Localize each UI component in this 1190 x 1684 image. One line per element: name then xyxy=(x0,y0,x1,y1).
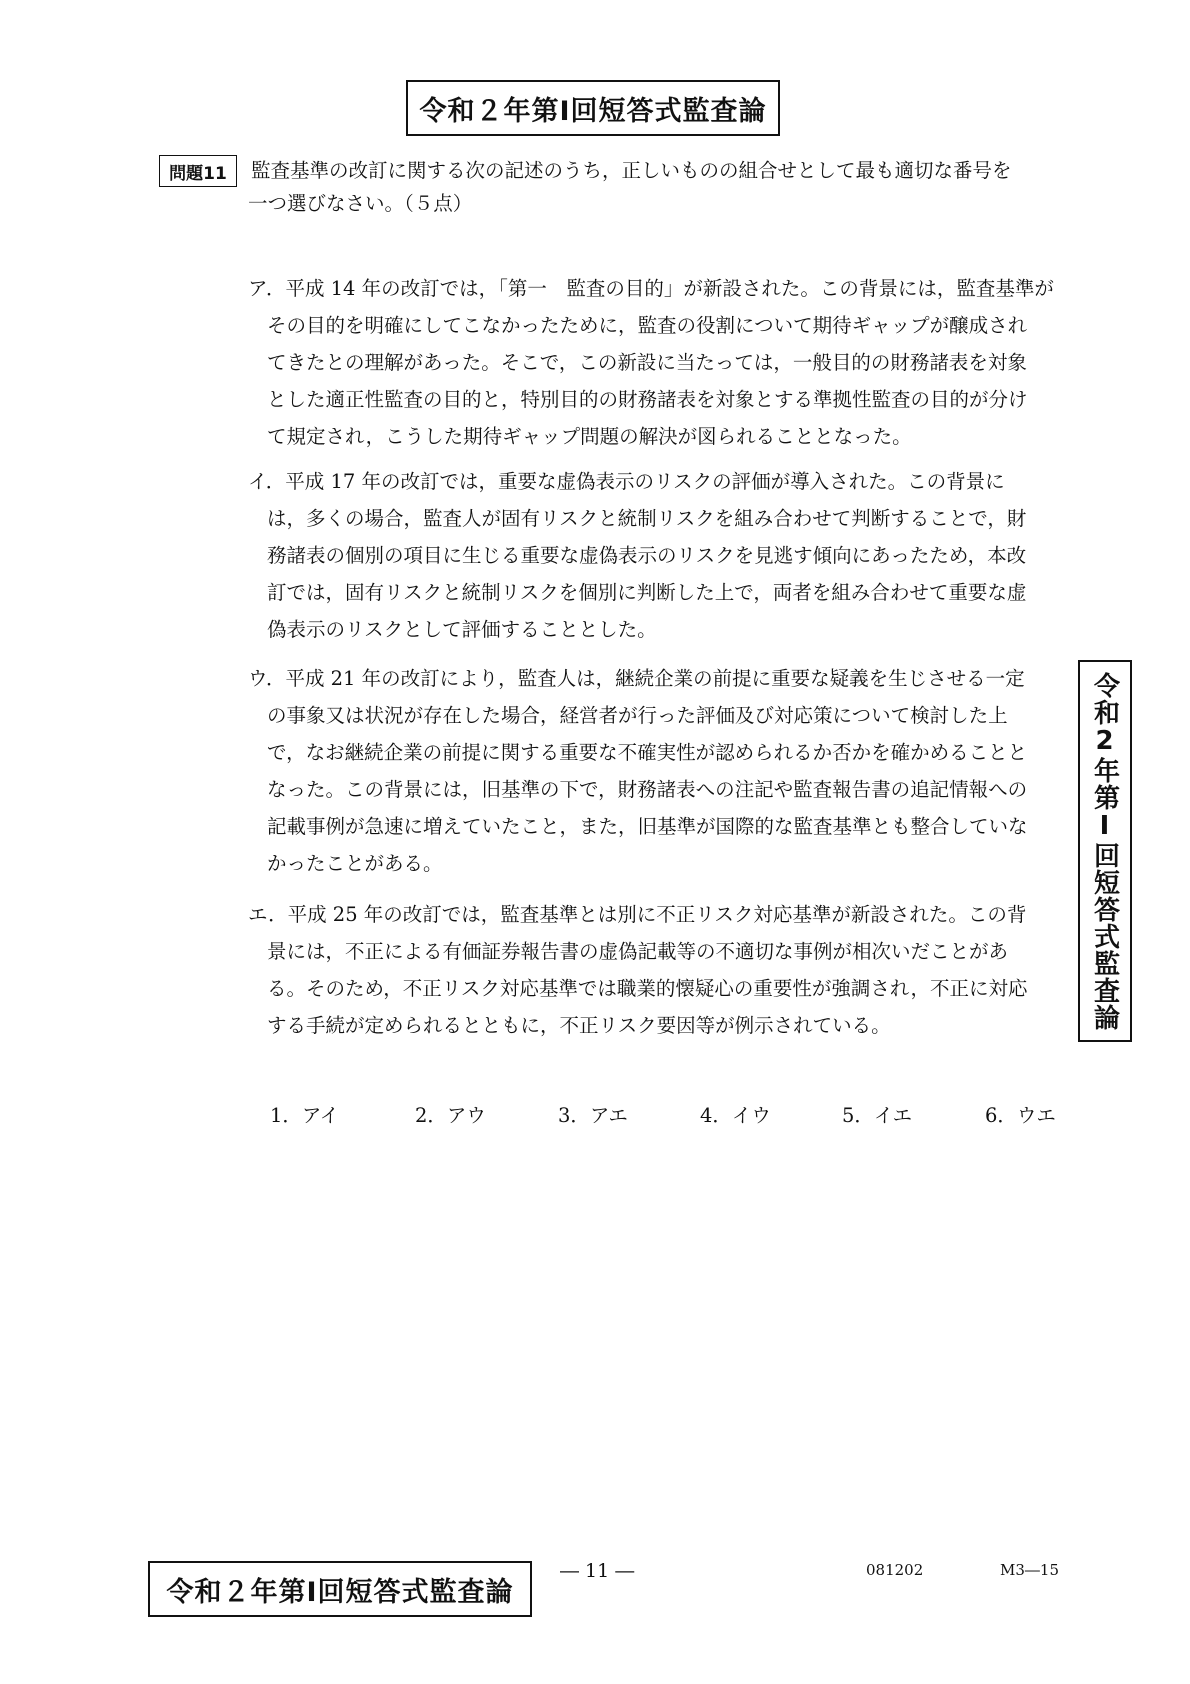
question-number-label xyxy=(159,155,237,187)
footer-title-box xyxy=(148,1561,532,1617)
statement-u-line: で，なお継続企業の前提に関する重要な不確実性が認められるか否かを確かめることと xyxy=(267,741,1028,764)
statement-a-line: ア．平成 14 年の改訂では，「第一 監査の目的」が新設された。この背景には，監査基準が xyxy=(248,277,1054,300)
section-code: M3―15 xyxy=(1000,1561,1059,1579)
statement-u-line: なった。この背景には，旧基準の下で，財務諸表への注記や監査報告書の追記情報への xyxy=(267,778,1028,801)
question-number-text: 問題11 xyxy=(169,163,227,184)
statement-e-line: エ．平成 25 年の改訂では，監査基準とは別に不正リスク対応基準が新設された。この背 xyxy=(248,903,1027,926)
statement-u-line: の事象又は状況が存在した場合，経営者が行った評価及び対応策について検討した上 xyxy=(267,704,1008,727)
exam-code: 081202 xyxy=(866,1561,924,1579)
page-number: ― 11 ― xyxy=(560,1560,635,1582)
answer-option: 2．アウ xyxy=(415,1104,486,1127)
statement-u-line: ウ．平成 21 年の改訂により，監査人は，継続企業の前提に重要な疑義を生じさせる一定 xyxy=(248,667,1025,690)
statement-i-line: は，多くの場合，監査人が固有リスクと統制リスクを組み合わせて判断することで，財 xyxy=(267,507,1027,530)
answer-option: 4．イウ xyxy=(700,1104,771,1127)
answer-option: 1．アイ xyxy=(270,1104,340,1127)
statement-e-line: る。そのため，不正リスク対応基準では職業的懐疑心の重要性が強調され，不正に対応 xyxy=(267,977,1028,1000)
statement-a-line: その目的を明確にしてこなかったために，監査の役割について期待ギャップが醸成され xyxy=(267,314,1028,337)
answer-options xyxy=(270,1100,1060,1132)
answer-option: 6．ウエ xyxy=(985,1104,1056,1127)
footer-title: 令和２年第Ⅰ回短答式監査論 xyxy=(166,1576,514,1608)
statement-a-line: とした適正性監査の目的と，特別目的の財務諸表を対象とする準拠性監査の目的が分け xyxy=(267,388,1028,411)
header-title: 令和２年第Ⅰ回短答式監査論 xyxy=(419,95,767,127)
statement-a-line: てきたとの理解があった。そこで，この新設に当たっては，一般目的の財務諸表を対象 xyxy=(267,351,1027,374)
statement-e-line: 景には，不正による有価証券報告書の虚偽記載等の不適切な事例が相次いだことがあ xyxy=(267,940,1009,963)
statement-a-line: て規定され，こうした期待ギャップ問題の解決が図られることとなった。 xyxy=(267,425,912,448)
answer-option: 5．イエ xyxy=(842,1104,913,1127)
question-stem-line-2: 一つ選びなさい。（５点） xyxy=(248,192,473,215)
statement-i-line: イ．平成 17 年の改訂では，重要な虚偽表示のリスクの評価が導入された。この背景に xyxy=(248,470,1005,493)
side-title-tab xyxy=(1078,660,1132,1042)
statement-i-line: 訂では，固有リスクと統制リスクを個別に判断した上で，両者を組み合わせて重要な虚 xyxy=(267,581,1027,604)
answer-option: 3．アエ xyxy=(558,1104,628,1127)
header-title-box xyxy=(406,80,780,136)
statement-i-line: 偽表示のリスクとして評価することとした。 xyxy=(267,618,657,641)
statement-u-line: 記載事例が急速に増えていたこと，また，旧基準が国際的な監査基準とも整合していな xyxy=(267,815,1028,838)
statement-i-line: 務諸表の個別の項目に生じる重要な虚偽表示のリスクを見逃す傾向にあったため，本改 xyxy=(267,544,1027,567)
statement-u-line: かったことがある。 xyxy=(267,852,443,875)
question-stem-line-1: 監査基準の改訂に関する次の記述のうち，正しいものの組合せとして最も適切な番号を xyxy=(251,159,1012,182)
statement-e-line: する手続が定められるとともに，不正リスク要因等が例示されている。 xyxy=(267,1014,891,1037)
side-title: 令和2年第Ⅰ回短答式監査論 xyxy=(1089,671,1120,1031)
